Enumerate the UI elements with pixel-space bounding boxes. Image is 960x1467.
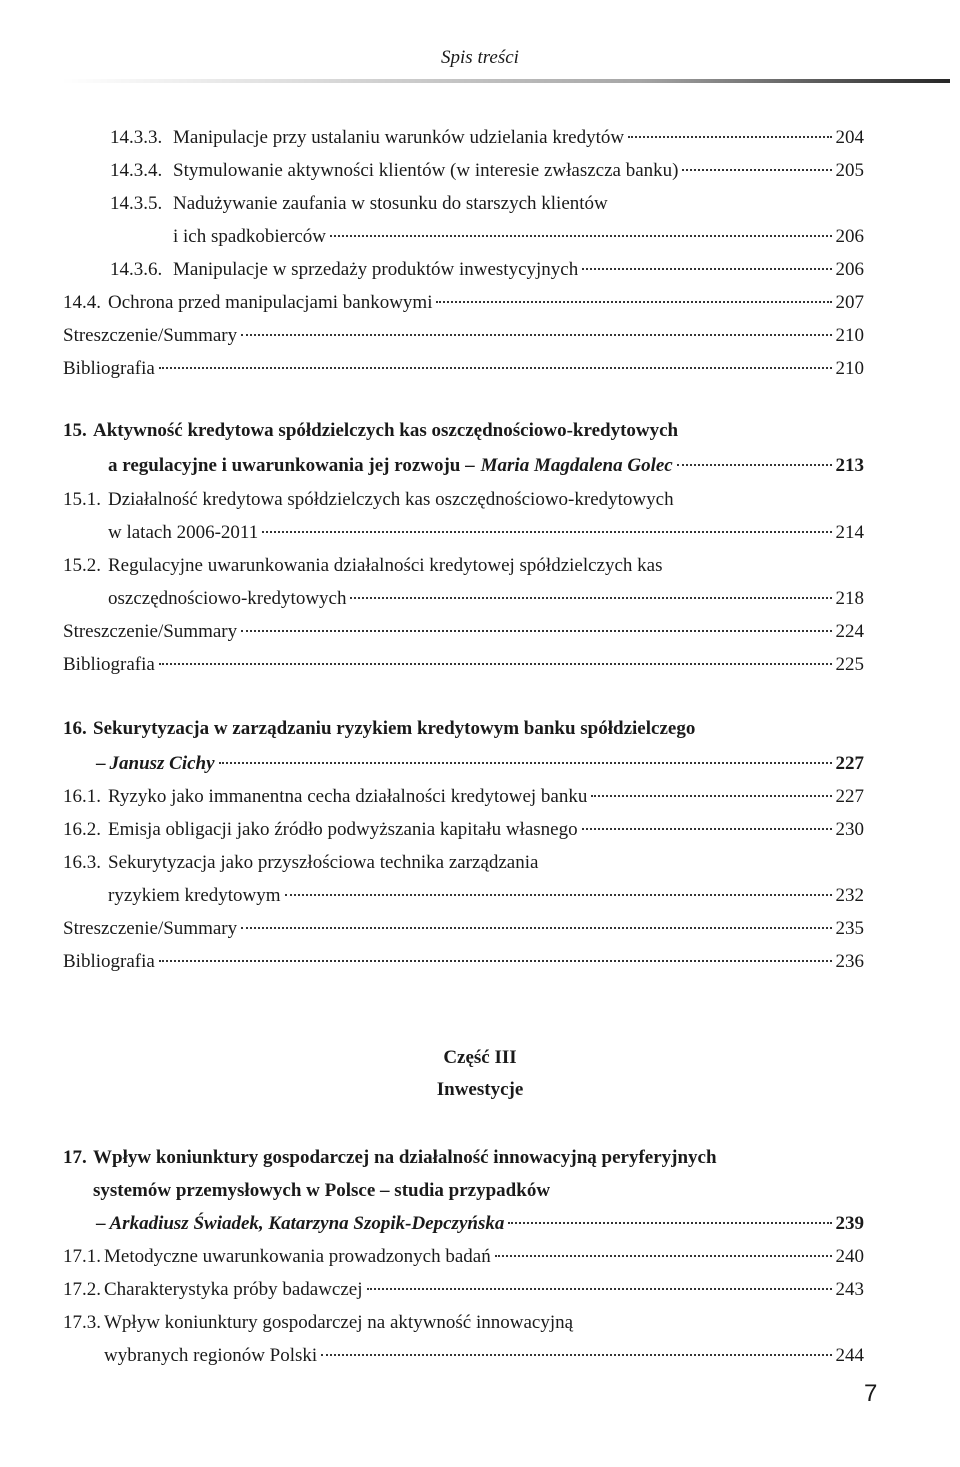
toc-entry-continuation[interactable] [0,519,960,549]
toc-entry-page: 210 [835,358,864,379]
toc-entry-title: Ryzyko jako immanentna cecha działalności kredytowej banku [108,786,588,807]
toc-entry[interactable] [0,552,960,582]
toc-chapter-dash: – [96,1213,106,1234]
toc-entry-title: Streszczenie/Summary [63,621,238,642]
toc-entry-title: Ochrona przed manipulacjami bankowymi [108,292,433,313]
leader-dots [241,927,831,929]
toc-entry-page: 224 [835,621,864,642]
toc-entry-title: Regulacyjne uwarunkowania działalności kredytowej spółdzielczych kas [108,555,663,576]
toc-entry-title: i ich spadkobierców [173,226,327,247]
toc-entry-title: Charakterystyka próby badawczej [104,1279,363,1300]
toc-entry-page: 230 [835,819,864,840]
toc-entry-page: 225 [835,654,864,675]
leader-dots [628,136,831,138]
toc-entry-number: 16.1. [63,786,101,807]
toc-entry-number: 14.3.3. [110,127,163,148]
toc-chapter-continuation[interactable] [0,1177,960,1207]
toc-entry-page: 213 [835,455,864,476]
toc-entry-title: Nadużywanie zaufania w stosunku do starszych klientów [173,193,608,214]
leader-dots [330,235,831,237]
toc-chapter-continuation[interactable] [0,1210,960,1240]
toc-entry-page: 227 [835,786,864,807]
running-head: Spis treści [441,47,519,68]
header-rule [60,79,950,83]
part-label: Część III [443,1047,517,1068]
toc-chapter-continuation[interactable] [0,750,960,780]
toc-entry-summary[interactable] [0,618,960,648]
toc-entry-page: 232 [835,885,864,906]
toc-entry-number: 14.3.5. [110,193,163,214]
leader-dots [677,464,832,466]
toc-entry-title: Działalność kredytowa spółdzielczych kas oszczędnościowo-kredytowych [108,489,674,510]
toc-entry[interactable] [0,816,960,846]
toc-entry-continuation[interactable] [0,223,960,253]
toc-entry-number: 15. [63,420,87,441]
toc-entry-title: w latach 2006-2011 [108,522,259,543]
toc-entry-summary[interactable] [0,915,960,945]
toc-entry-page: 218 [835,588,864,609]
toc-entry-title: Streszczenie/Summary [63,918,238,939]
leader-dots [285,894,832,896]
toc-entry-number: 16.2. [63,819,101,840]
toc-entry-title: Wpływ koniunktury gospodarczej na aktywność innowacyjną [104,1312,574,1333]
toc-entry-page: 214 [835,522,864,543]
toc-entry[interactable] [0,1309,960,1339]
toc-entry[interactable] [0,124,960,154]
toc-chapter-title: Wpływ koniunktury gospodarczej na działalność innowacyjną peryferyjnych [93,1147,717,1168]
toc-entry[interactable] [0,190,960,220]
toc-entry-page: 206 [835,259,864,280]
toc-entry-page: 204 [835,127,864,148]
toc-entry[interactable] [0,289,960,319]
toc-entry-number: 15.1. [63,489,101,510]
leader-dots [159,663,832,665]
toc-entry-number: 17.1. [63,1246,101,1267]
leader-dots [241,334,831,336]
leader-dots [262,531,831,533]
toc-entry[interactable] [0,783,960,813]
toc-entry-title: Metodyczne uwarunkowania prowadzonych badań [104,1246,491,1267]
toc-entry[interactable] [0,1276,960,1306]
leader-dots [682,169,831,171]
toc-chapter-continuation[interactable] [0,452,960,482]
toc-entry-page: 236 [835,951,864,972]
leader-dots [582,268,831,270]
toc-chapter-author: Maria Magdalena Golec [480,455,673,476]
toc-entry-page: 207 [835,292,864,313]
leader-dots [591,795,831,797]
toc-entry-bibliography[interactable] [0,355,960,385]
toc-chapter-title: Aktywność kredytowa spółdzielczych kas oszczędnościowo-kredytowych [93,420,679,441]
toc-entry-title: ryzykiem kredytowym [108,885,281,906]
leader-dots [350,597,831,599]
toc-entry-title: Manipulacje w sprzedaży produktów inwestycyjnych [173,259,579,280]
toc-entry-page: 235 [835,918,864,939]
toc-entry-title: Stymulowanie aktywności klientów (w interesie zwłaszcza banku) [173,160,679,181]
page-number: 7 [864,1380,878,1407]
leader-dots [219,762,832,764]
leader-dots [241,630,831,632]
leader-dots [582,828,832,830]
leader-dots [321,1354,831,1356]
toc-entry-page: 205 [835,160,864,181]
leader-dots [508,1222,831,1224]
leader-dots [436,301,831,303]
toc-entry-number: 17. [63,1147,87,1168]
toc-chapter-title: Sekurytyzacja w zarządzaniu ryzykiem kredytowym banku spółdzielczego [93,718,696,739]
toc-entry-title: wybranych regionów Polski [104,1345,318,1366]
leader-dots [495,1255,832,1257]
toc-entry-number: 15.2. [63,555,101,576]
toc-chapter-author: Arkadiusz Świadek, Katarzyna Szopik-Depczyńska [109,1213,505,1234]
toc-entry-title: Bibliografia [63,358,155,379]
toc-entry-title: Sekurytyzacja jako przyszłościowa technika zarządzania [108,852,539,873]
toc-entry-title: Manipulacje przy ustalaniu warunków udzielania kredytów [173,127,625,148]
toc-chapter-dash: – [96,753,106,774]
toc-entry-page: 240 [835,1246,864,1267]
toc-entry-summary[interactable] [0,322,960,352]
leader-dots [159,367,832,369]
toc-entry-page: 206 [835,226,864,247]
toc-entry-continuation[interactable] [0,1342,960,1372]
toc-entry-page: 227 [835,753,864,774]
toc-entry-bibliography[interactable] [0,948,960,978]
toc-entry-continuation[interactable] [0,585,960,615]
toc-entry-number: 17.2. [63,1279,101,1300]
part-title: Inwestycje [436,1079,524,1100]
toc-chapter[interactable] [0,715,960,745]
toc-entry-title: Emisja obligacji jako źródło podwyższania kapitału własnego [108,819,578,840]
leader-dots [367,1288,832,1290]
toc-entry[interactable] [0,256,960,286]
toc-entry[interactable] [0,1243,960,1273]
toc-entry-bibliography[interactable] [0,651,960,681]
toc-chapter[interactable] [0,417,960,447]
toc-chapter-author: Janusz Cichy [109,753,215,774]
leader-dots [159,960,832,962]
toc-entry-continuation[interactable] [0,882,960,912]
toc-entry-number: 17.3. [63,1312,101,1333]
toc-entry-page: 239 [835,1213,864,1234]
toc-entry[interactable] [0,486,960,516]
toc-entry-title: Bibliografia [63,951,155,972]
toc-entry-page: 210 [835,325,864,346]
toc-entry[interactable] [0,849,960,879]
toc-entry-title: oszczędnościowo-kredytowych [108,588,347,609]
toc-entry-number: 16.3. [63,852,101,873]
toc-chapter[interactable] [0,1144,960,1174]
toc-entry-page: 243 [835,1279,864,1300]
toc-chapter-title: a regulacyjne i uwarunkowania jej rozwoju – [108,455,475,476]
toc-entry-title: Bibliografia [63,654,155,675]
toc-entry-page: 244 [835,1345,864,1366]
toc-entry[interactable] [0,157,960,187]
toc-chapter-title: systemów przemysłowych w Polsce – studia przypadków [93,1180,551,1201]
toc-entry-title: Streszczenie/Summary [63,325,238,346]
toc-entry-number: 14.3.6. [110,259,163,280]
toc-entry-number: 14.3.4. [110,160,163,181]
toc-entry-number: 14.4. [63,292,101,313]
toc-entry-number: 16. [63,718,87,739]
